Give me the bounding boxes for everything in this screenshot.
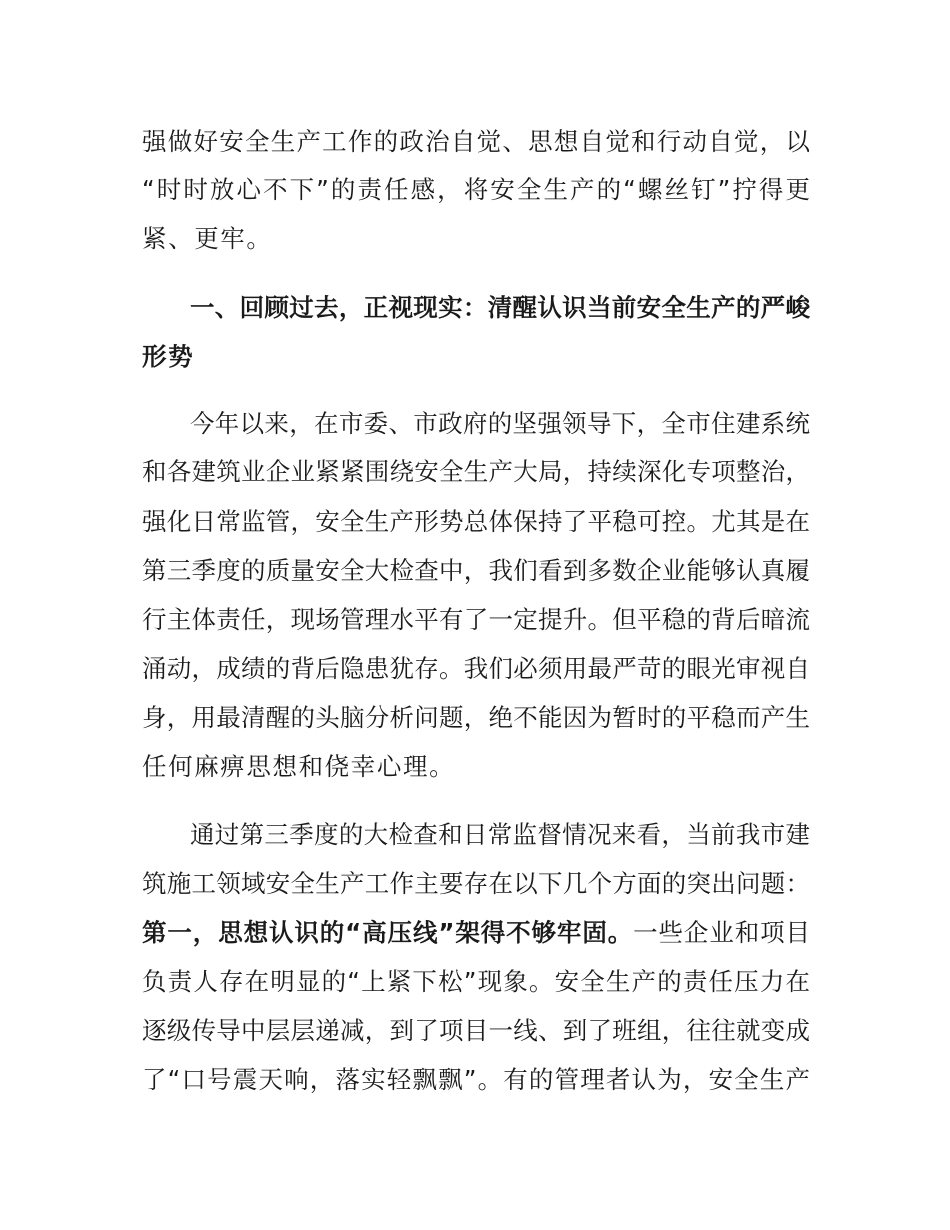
paragraph-1-line-6: 涌动，成绩的背后隐患犹存。我们必须用最严苛的眼光审视自	[142, 654, 810, 683]
section-heading-line-2: 形势	[142, 342, 195, 371]
point-1-bold-heading: 第一，思想认识的“高压线”架得不够牢固。	[142, 918, 634, 947]
section-heading-line-1: 一、回顾过去，正视现实：清醒认识当前安全生产的严峻	[190, 293, 810, 322]
paragraph-2-line-2: 筑施工领域安全生产工作主要存在以下几个方面的突出问题：	[142, 869, 810, 898]
paragraph-1-line-4: 第三季度的质量安全大检查中，我们看到多数企业能够认真履	[142, 556, 810, 585]
intro-line-1: 强做好安全生产工作的政治自觉、思想自觉和行动自觉，以	[142, 127, 810, 156]
paragraph-1-line-8: 任何麻痹思想和侥幸心理。	[142, 752, 456, 781]
paragraph-2-line-5: 逐级传导中层层递减，到了项目一线、到了班组，往往就变成	[142, 1016, 810, 1045]
paragraph-1-line-5: 行主体责任，现场管理水平有了一定提升。但平稳的背后暗流	[142, 605, 810, 634]
intro-line-3: 紧、更牢。	[142, 224, 273, 253]
paragraph-2-line-3	[142, 918, 810, 948]
paragraph-1-line-1: 今年以来，在市委、市政府的坚强领导下，全市住建系统	[190, 409, 810, 438]
paragraph-1-line-7: 身，用最清醒的头脑分析问题，绝不能因为暂时的平稳而产生	[142, 703, 810, 732]
intro-line-2: “时时放心不下”的责任感，将安全生产的“螺丝钉”拧得更	[142, 175, 810, 204]
paragraph-2-line-6: 了“口号震天响，落实轻飘飘”。有的管理者认为，安全生产	[142, 1065, 810, 1094]
paragraph-2-line-4: 负责人存在明显的“上紧下松”现象。安全生产的责任压力在	[142, 967, 810, 996]
paragraph-2-line-1: 通过第三季度的大检查和日常监督情况来看，当前我市建	[190, 820, 810, 849]
paragraph-1-line-2: 和各建筑业企业紧紧围绕安全生产大局，持续深化专项整治，	[142, 457, 810, 486]
point-1-text: 一些企业和项目	[633, 918, 811, 947]
paragraph-1-line-3: 强化日常监管，安全生产形势总体保持了平稳可控。尤其是在	[142, 507, 810, 536]
